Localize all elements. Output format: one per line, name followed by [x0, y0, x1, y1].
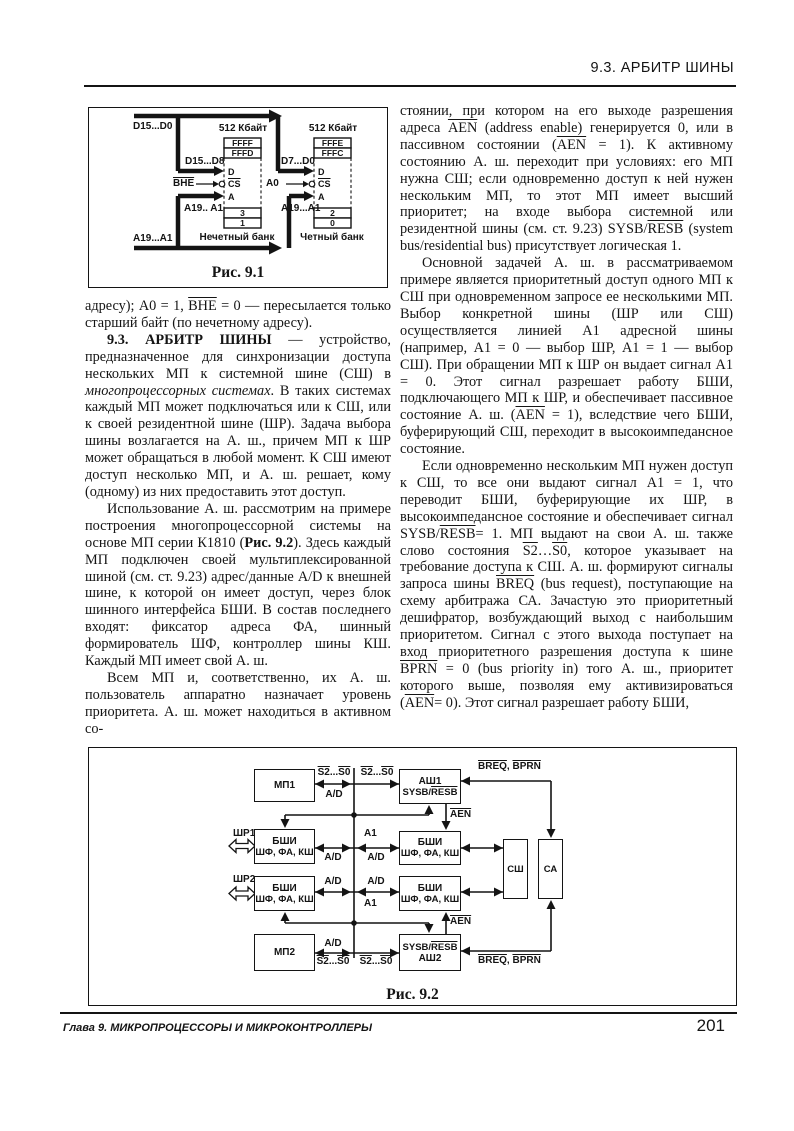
fig91-pin-a-even: A [318, 192, 325, 202]
fig92-box-ssh: СШ [503, 839, 528, 899]
figure-9-2 [88, 747, 737, 1006]
fig91-cell-fffd: FFFD [231, 148, 254, 158]
fig91-cell-0: 0 [330, 218, 335, 228]
fig92-label-shr1: ШР1 [233, 828, 256, 839]
fig91-label-addr-bus: A19...A1 [133, 233, 173, 244]
fig92-box-mp1: МП1 [254, 769, 315, 802]
fig91-label-odd-bank: Нечетный банк [199, 232, 275, 243]
figure-9-2-caption: Рис. 9.2 [386, 986, 439, 1003]
fig92-box-sa: СА [538, 839, 563, 899]
fig91-label-d15-d8: D15...D8 [185, 156, 225, 167]
fig91-label-bhe: $\overline{BHE}$ [173, 178, 195, 189]
fig92-label-a1: A1 [364, 898, 377, 909]
paragraph: стоянии, при котором на его выходе разрешения адреса $\overline{AEN}$ (address enable) генерируется 0, или в пассивном состоянии $(\overline{AEN} = 1)$. К активному состоянию А. ш. переходит при условиях: его МП нужна СШ; если одновременно доступ к ней нужен нескольким МП, то этот МП имеет высший приоритет; на входе выбора системной или резидентной шины (см. ст. 9.23) SYSB/RESB (system bus/residential bus) присутствует логическая 1. [400, 103, 734, 255]
running-header: 9.3. АРБИТР ШИНЫ [590, 60, 734, 76]
fig91-label-data-bus: D15...D0 [133, 121, 173, 132]
paragraph: адресу); А0 = 1, $\overline{BHE} = 0$ — пересылается только старший байт (по нечетному адресу). [85, 298, 391, 331]
fig91-label-d7-d0: D7...D0 [281, 156, 315, 167]
header-rule [84, 85, 736, 87]
fig92-label-ad: A/D [325, 789, 343, 800]
fig91-cell-3: 3 [240, 208, 245, 218]
fig92-label-s2s0: S2...S0 [359, 956, 393, 967]
fig92-label-ad: A/D [367, 876, 385, 887]
fig92-box-bshi-shr2: БШИ ШФ, ФА, КШ [254, 876, 315, 911]
right-column [400, 103, 733, 712]
fig91-cell-ffff: FFFF [232, 138, 253, 148]
fig91-wiring-svg [89, 108, 386, 286]
page-number: 201 [696, 1016, 725, 1035]
fig92-label-ad: A/D [324, 938, 342, 949]
fig91-cell-fffe: FFFE [321, 138, 344, 148]
fig91-cell-fffc: FFFC [321, 148, 344, 158]
fig92-box-bshi-ssh1: БШИ ШФ, ФА, КШ [399, 831, 461, 865]
fig92-label-shr2: ШР2 [233, 874, 256, 885]
fig92-box-ash2: SYSB/RESB АШ2 [399, 934, 461, 971]
fig91-pin-d-even: D [318, 167, 325, 177]
paragraph: Если одновременно нескольким МП нужен доступ к СШ, то все они выдают сигнал А1 = 1, что переводит БШИ, буферирующие их ШР, в высокоимпедансное состояние и обеспечивает сигнал SYSB/RESB= 1. МП выдают на свои А. ш. также слово состояния S2…S0, которое указывает на требование доступа к СШ. А. ш. формируют сигналы запроса шины BREQ (bus request), поступающие на схему арбитража СА. Зачастую это приоритетный дешифратор, возбуждающий выход с наибольшим приоритетом. Сигнал с этого выхода поступает на вход приоритетного разрешения доступа к шине BPRN = 0 (bus priority in) того А. ш., приоритет которого выше, позволяя ему активизироваться $(\overline{AEN}= 0)$. Этот сигнал разрешает работу БШИ, [400, 458, 733, 711]
fig91-pin-a-odd: A [228, 192, 235, 202]
fig91-label-even-bank: Четный банк [300, 232, 364, 243]
fig92-label-aen: $\overline{AEN}$ [450, 809, 472, 820]
fig92-box-bshi-ssh2: БШИ ШФ, ФА, КШ [399, 876, 461, 911]
fig91-cell-2: 2 [330, 208, 335, 218]
paragraph: Использование А. ш. рассмотрим на примере построения многопроцессорной системы на основе МП серии К1810 (Рис. 9.2). Здесь каждый МП подключен своей мультиплексированной шиной (см. ст. 9.23) адрес/данные A/D к внешней шине, к которой он имеет доступ, через блок шинного интерфейса БШИ. В состав последнего входят: фиксатор адреса ФА, шинный формирователь ШФ, контроллер шины КШ. Каждый МП имеет свой А. ш. [85, 500, 391, 670]
fig92-box-bshi-shr1: БШИ ШФ, ФА, КШ [254, 829, 315, 864]
fig91-pin-cs-even: $\overline{CS}$ [318, 179, 331, 189]
figure-9-1 [88, 107, 388, 288]
fig92-label-breq-bprn: BREQ, BPRN [478, 761, 541, 772]
left-column [85, 298, 391, 738]
fig92-label-a1: A1 [364, 828, 377, 839]
fig91-label-size-even: 512 Кбайт [308, 123, 358, 134]
fig91-label-a19-a1-odd: A19.. A1 [184, 203, 224, 214]
fig92-label-s2s0: S2...S0 [316, 956, 350, 967]
fig91-pin-cs-odd: $\overline{CS}$ [228, 179, 241, 189]
running-footer: Глава 9. МИКРОПРОЦЕССОРЫ И МИКРОКОНТРОЛЛЕРЫ [63, 1022, 372, 1034]
fig92-box-mp2: МП2 [254, 934, 315, 971]
figure-9-1-caption: Рис. 9.1 [211, 264, 265, 281]
fig91-label-size-odd: 512 Кбайт [218, 123, 268, 134]
fig91-cell-1: 1 [240, 218, 245, 228]
paragraph: Всем МП и, соответственно, их А. ш. пользователь аппаратно назначает уровень приоритета. А. ш. может находиться в активном со- [85, 669, 391, 737]
fig91-pin-d-odd: D [228, 167, 235, 177]
fig92-box-ash1: АШ1 SYSB/RESB [399, 769, 461, 804]
fig92-label-breq-bprn: BREQ, BPRN [478, 955, 541, 966]
fig92-label-ad: A/D [324, 852, 342, 863]
fig91-label-a19-a1-even: A19...A1 [281, 203, 321, 214]
paragraph: 9.3. АРБИТР ШИНЫ — устройство, предназначенное для синхронизации доступа нескольких МП к системной шине (СШ) в многопроцессорных системах. В таких системах каждый МП может подключаться или к СШ, или к своей резидентной шине (ШР). Задача выбора шины возлагается на А. ш., причем МП к ШР может обращаться в любой момент. К СШ имеют доступ несколько МП, и А. ш. решает, кому (одному) из них предоставить этот доступ. [85, 331, 391, 500]
fig92-label-s2s0: S2...S0 [317, 767, 351, 778]
paragraph: Основной задачей А. ш. в рассматриваемом примере является приоритетный доступ одного МП к СШ при одновременном запросе ее несколькими МП. Выбор конкретной шины (ШР или СШ) осуществляется линией А1 адресной шины (например, А1 = 0 — выбор ШР, А1 = 1 — выбор СШ). При обращении МП к ШР он выдает сигнал А1 = 0. Этот сигнал разрешает работу БШИ, подключающего МП к ШР, и обеспечивает пассивное состояние А. ш. $(\overline{AEN} = 1)$, вследствие чего БШИ, буферирующий СШ, переходит в высокоимпедансное состояние. [400, 255, 733, 458]
fig92-label-ad: A/D [367, 852, 385, 863]
footer-rule [60, 1012, 737, 1014]
fig92-label-aen: $\overline{AEN}$ [450, 916, 472, 927]
fig92-label-s2s0: S2...S0 [360, 767, 394, 778]
fig92-label-ad: A/D [324, 876, 342, 887]
fig91-label-a0: A0 [266, 178, 279, 189]
